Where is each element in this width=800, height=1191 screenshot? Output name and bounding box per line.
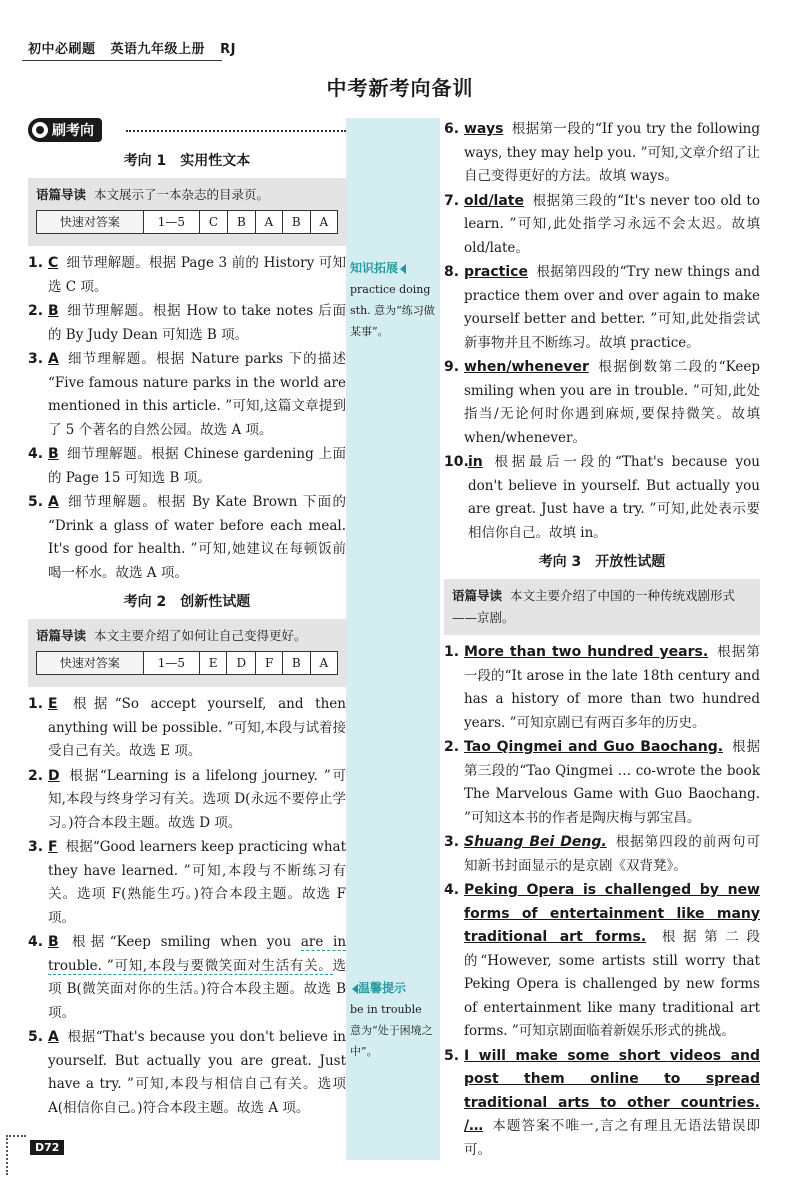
item-text: 根据“So accept yourself, and then anything will be possible. ”可知,本段与试着接受自己有关。故选 E 项。 — [48, 696, 346, 759]
list-item — [444, 118, 760, 189]
item-answer: Tao Qingmei and Guo Baochang. — [464, 739, 724, 755]
item-text: 根据“That's because you don't believe in yourself. But actually you are great. Just have a try. ”可知,本段与相信自己有关。选项 A(相信你自己。)符合本段主题。故选 A 项。 — [48, 1029, 346, 1116]
item-text: 选项 B(微笑面对你的生活。)符合本段主题。故选 B 项。 — [48, 957, 346, 1021]
item-text: 根据第四段的“Try new things and practice them over and over again to make yourself better and better. ”可知,此处指尝试新事物并且不断练习。故填 practice。 — [464, 264, 760, 351]
side-note-text: practice doing sth. 意为“练习做某事”。 — [350, 283, 435, 338]
list-item — [444, 736, 760, 830]
list-item — [444, 190, 760, 261]
table-cell: C — [199, 211, 227, 234]
list-item — [28, 252, 346, 299]
list-item — [28, 1026, 346, 1120]
item-answer: A — [48, 494, 59, 510]
book-title: 初中必刷题 — [28, 42, 96, 57]
section2-title: 考向 2 创新性试题 — [123, 594, 251, 610]
list-item — [444, 451, 760, 545]
section1-guide — [28, 178, 346, 246]
list-item — [444, 879, 760, 1044]
item-answer: Peking Opera is challenged by new forms of entertainment like many traditional art forms. — [464, 882, 760, 945]
item-answer: when/whenever — [464, 359, 589, 375]
item-answer: E — [48, 696, 58, 712]
item-answer: C — [48, 255, 59, 271]
list-item — [444, 1045, 760, 1163]
table-cell: B — [283, 211, 311, 234]
right-column — [444, 118, 760, 1163]
item-text-highlight: are in trouble. ”可知,本段与要微笑面对生活有关。 — [48, 934, 347, 974]
item-answer: A — [48, 351, 59, 367]
arrow-left-icon — [400, 264, 406, 274]
list-item — [444, 261, 760, 355]
corner-decoration — [6, 1135, 26, 1175]
table-cell: 1—5 — [143, 211, 199, 234]
quick-answer-table — [36, 651, 338, 675]
item-text: 细节理解题。根据 Chinese gardening 上面的 Page 15 可知选 B 项。 — [48, 446, 346, 486]
item-answer: B — [48, 934, 59, 950]
dotted-divider — [126, 130, 346, 132]
table-cell: B — [283, 652, 311, 675]
book-header — [28, 38, 246, 57]
item-answer: old/late — [464, 192, 524, 209]
table-cell: 快速对答案 — [37, 652, 144, 675]
list-item — [28, 348, 346, 442]
badge-label: 刷考向 — [52, 123, 94, 139]
item-number: 6. — [444, 121, 460, 137]
item-text: 细节理解题。根据 Nature parks 下的描述 “Five famous nature parks in the world are mentioned in this article. ”可知,这篇文章提到了 5 个著名的自然公园。故选 A 项。 — [48, 351, 346, 438]
table-cell: E — [199, 652, 226, 675]
item-text: 根据第三段的“Tao Qingmei … co-wrote the book The Marvelous Game with Guo Baochang. ”可知这本书的作者是陶庆梅与郭宝昌。 — [464, 739, 760, 826]
item-text: 根据第二段的“However, some artists still worry that Peking Opera is challenged by new forms of entertainment like many traditional art forms. ”可知京剧面临着新娱乐形式的挑战。 — [464, 929, 760, 1039]
guide-text: 本文主要介绍了如何让自己变得更好。 — [93, 628, 307, 643]
list-item — [28, 836, 346, 930]
item-answer: ways — [464, 121, 504, 137]
badge-row — [28, 118, 346, 144]
item-text: 细节理解题。根据 Page 3 前的 History 可知选 C 项。 — [48, 255, 346, 295]
item-number: 5. — [28, 1029, 44, 1045]
item-answer: B — [48, 446, 59, 462]
side-notes-column — [346, 118, 440, 1160]
item-number: 2. — [444, 739, 460, 755]
book-subject: 英语九年级上册 — [110, 42, 206, 57]
table-cell: B — [228, 211, 256, 234]
item-answer: A — [48, 1029, 59, 1045]
item-number: 2. — [28, 303, 44, 319]
book-edition: RJ — [220, 42, 236, 57]
item-text: 本题答案不唯一,言之有理且无语法错误即可。 — [464, 1118, 760, 1158]
item-number: 3. — [28, 351, 44, 367]
item-text: 根据第四段的前两句可知新书封面显示的是京剧《双背凳》。 — [464, 834, 760, 874]
side-note-tag: 温馨提示 — [358, 981, 407, 995]
item-answer: I will make some short videos and post them online to spread traditional arts to other countries. /… — [464, 1047, 760, 1134]
table-cell: 快速对答案 — [37, 211, 144, 234]
side-note — [346, 258, 440, 342]
item-number: 2. — [28, 767, 44, 784]
item-number: 3. — [444, 834, 460, 850]
item-number: 4. — [28, 934, 44, 950]
page-number: D72 — [30, 1140, 64, 1155]
item-number: 1. — [28, 696, 44, 712]
table-cell: D — [227, 652, 256, 675]
guide-text: 本文展示了一本杂志的目录页。 — [93, 187, 269, 202]
side-note-tag: 知识拓展 — [350, 261, 399, 275]
item-text: 根据倒数第二段的“Keep smiling when you are in trouble. ”可知,此处指当/无论何时你遇到麻烦,要保持微笑。故填 when/whenever。 — [464, 359, 760, 446]
quick-answer-table — [36, 210, 338, 234]
item-text: 根据“Good learners keep practicing what they have learned. ”可知,本段与不断练习有关。选项 F(熟能生巧。)符合本段主题。故选 F 项。 — [48, 839, 346, 926]
item-number: 1. — [28, 255, 44, 271]
list-item — [28, 765, 346, 836]
table-cell: A — [255, 211, 282, 234]
side-note — [346, 978, 440, 1062]
guide-label: 语篇导读 — [452, 588, 503, 603]
item-answer: More than two hundred years. — [464, 644, 709, 660]
section-badge — [28, 118, 102, 142]
guide-label: 语篇导读 — [36, 628, 87, 643]
list-item — [28, 931, 346, 1025]
item-number: 5. — [444, 1047, 460, 1064]
side-note-text: be in trouble 意为“处于困境之中”。 — [350, 1003, 433, 1058]
item-text: 根据“Learning is a lifelong journey. ”可知,本段与终身学习有关。选项 D(永远不要停止学习。)符合本段主题。故选 D 项。 — [48, 767, 346, 831]
item-number: 9. — [444, 359, 460, 375]
item-answer: F — [48, 839, 58, 855]
guide-label: 语篇导读 — [36, 187, 87, 202]
section1-title: 考向 1 实用性文本 — [123, 153, 251, 169]
item-number: 4. — [28, 446, 44, 462]
table-cell: 1—5 — [143, 652, 199, 675]
guide-text: 本文主要介绍了中国的一种传统戏剧形式——京剧。 — [452, 588, 735, 625]
page-title: 中考新考向备训 — [326, 76, 474, 100]
item-number: 1. — [444, 644, 460, 660]
list-item — [28, 300, 346, 347]
item-number: 10. — [444, 454, 469, 470]
list-item — [28, 693, 346, 764]
table-cell: A — [310, 211, 337, 234]
section3-guide — [444, 579, 760, 635]
item-answer: B — [48, 303, 59, 319]
pen-icon — [32, 122, 48, 138]
item-text: 根据第一段的“It arose in the late 18th century and has a history of more than two hundred years. ”可知京剧已有两百多年的历史。 — [464, 644, 760, 731]
item-text: 根据第三段的“It's never too old to learn. ”可知,此处指学习永远不会太迟。故填 old/late。 — [464, 192, 760, 256]
table-cell: A — [310, 652, 337, 675]
item-number: 8. — [444, 264, 460, 280]
item-text: 根据最后一段的“That's because you don't believe in yourself. But actually you are great. Just have a try. ”可知,此处表示要相信你自己。故填 in。 — [468, 454, 760, 541]
list-item — [444, 641, 760, 735]
list-item — [28, 443, 346, 490]
section2-guide — [28, 619, 346, 687]
item-number: 4. — [444, 882, 460, 898]
item-number: 7. — [444, 192, 460, 209]
table-cell: F — [256, 652, 283, 675]
item-text: 根据第一段的“If you try the following ways, they may help you. ”可知,文章介绍了让自己变得更好的方法。故填 ways。 — [464, 121, 760, 184]
item-number: 3. — [28, 839, 44, 855]
item-answer: in — [468, 454, 483, 470]
item-text: 细节理解题。根据 By Kate Brown 下面的 “Drink a glass of water before each meal. It's good for health. ”可知,她建议在每顿饭前喝一杯水。故选 A 项。 — [48, 494, 346, 581]
list-item — [28, 491, 346, 585]
item-answer: D — [48, 767, 60, 784]
list-item — [444, 356, 760, 450]
item-text: 细节理解题。根据 How to take notes 后面的 By Judy Dean 可知选 B 项。 — [48, 303, 346, 343]
item-number: 5. — [28, 494, 44, 510]
left-column — [28, 118, 346, 1121]
item-answer: Shuang Bei Deng. — [464, 834, 607, 850]
list-item — [444, 831, 760, 878]
item-text: 根据“Keep smiling when you — [66, 934, 301, 950]
item-answer: practice — [464, 264, 528, 280]
header-rule — [22, 60, 222, 61]
section3-title: 考向 3 开放性试题 — [538, 554, 666, 570]
